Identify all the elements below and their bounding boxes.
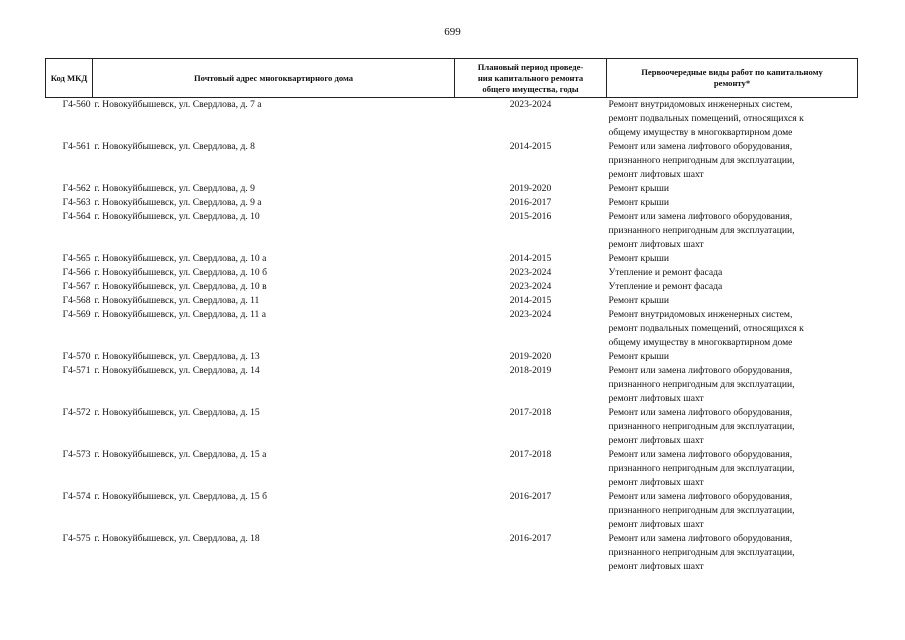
works-line: ремонт лифтовых шахт — [608, 239, 704, 250]
mkd-code-cell: Г4-560 — [62, 99, 91, 110]
works-line: Ремонт крыши — [608, 351, 669, 362]
period-cell: 2016-2017 — [509, 491, 552, 502]
works-line: ремонт лифтовых шахт — [608, 561, 704, 572]
works-line: Ремонт крыши — [608, 197, 669, 208]
works-line: признанного непригодным для эксплуатации, — [608, 421, 795, 432]
address-cell: г. Новокуйбышевск, ул. Свердлова, д. 14 — [94, 365, 260, 376]
works-cell — [607, 266, 858, 280]
works-line: Ремонт или замена лифтового оборудования, — [608, 365, 793, 376]
table-row — [46, 98, 858, 141]
table-row — [46, 350, 858, 364]
period-cell: 2014-2015 — [509, 295, 552, 306]
works-cell — [607, 406, 858, 448]
mkd-code-cell: Г4-566 — [62, 267, 91, 278]
header-period-line: Плановый период проведе- — [477, 61, 584, 72]
works-line: Ремонт или замена лифтового оборудования, — [608, 449, 793, 460]
works-cell — [607, 182, 858, 196]
works-cell — [607, 308, 858, 350]
works-line: признанного непригодным для эксплуатации, — [608, 547, 795, 558]
period-cell: 2023-2024 — [509, 267, 552, 278]
works-line: Ремонт внутридомовых инженерных систем, — [608, 309, 793, 320]
table-row — [46, 182, 858, 196]
works-line: ремонт лифтовых шахт — [608, 169, 704, 180]
table-row — [46, 490, 858, 532]
works-cell — [607, 364, 858, 406]
works-cell — [607, 280, 858, 294]
table-row — [46, 532, 858, 574]
works-line: Ремонт крыши — [608, 183, 669, 194]
table-row — [46, 308, 858, 350]
period-cell: 2023-2024 — [509, 281, 552, 292]
works-line: Ремонт или замена лифтового оборудования, — [608, 407, 793, 418]
works-cell — [607, 294, 858, 308]
address-cell: г. Новокуйбышевск, ул. Свердлова, д. 18 — [94, 533, 260, 544]
mkd-code-cell: Г4-561 — [62, 141, 91, 152]
works-line: ремонт лифтовых шахт — [608, 393, 704, 404]
period-cell: 2019-2020 — [509, 183, 552, 194]
table-row — [46, 140, 858, 182]
address-cell: г. Новокуйбышевск, ул. Свердлова, д. 10 а — [94, 253, 267, 264]
period-cell: 2014-2015 — [509, 253, 552, 264]
works-line: Утепление и ремонт фасада — [608, 281, 723, 292]
works-line: общему имуществу в многоквартирном доме — [608, 337, 793, 348]
mkd-code-cell: Г4-573 — [62, 449, 91, 460]
mkd-code-cell: Г4-567 — [62, 281, 91, 292]
period-cell: 2019-2020 — [509, 351, 552, 362]
address-cell: г. Новокуйбышевск, ул. Свердлова, д. 13 — [94, 351, 260, 362]
address-cell: г. Новокуйбышевск, ул. Свердлова, д. 9 — [94, 183, 255, 194]
address-cell: г. Новокуйбышевск, ул. Свердлова, д. 11 а — [94, 309, 267, 320]
header-works-line: Первоочередные виды работ по капитальному — [641, 67, 823, 77]
header-period — [455, 59, 607, 98]
page-number: 699 — [444, 26, 461, 38]
works-cell — [607, 532, 858, 574]
table-row — [46, 280, 858, 294]
address-cell: г. Новокуйбышевск, ул. Свердлова, д. 15 — [94, 407, 260, 418]
table-row — [46, 364, 858, 406]
works-line: Ремонт внутридомовых инженерных систем, — [608, 99, 793, 110]
period-cell: 2017-2018 — [509, 449, 552, 460]
works-line: ремонт подвальных помещений, относящихся к — [608, 113, 804, 124]
works-line: Ремонт крыши — [608, 253, 669, 264]
address-cell: г. Новокуйбышевск, ул. Свердлова, д. 15 а — [94, 449, 267, 460]
period-cell: 2018-2019 — [509, 365, 552, 376]
works-line: ремонт лифтовых шахт — [608, 435, 704, 446]
mkd-code-cell: Г4-565 — [62, 253, 91, 264]
address-cell: г. Новокуйбышевск, ул. Свердлова, д. 10 в — [94, 281, 267, 292]
works-line: Ремонт или замена лифтового оборудования, — [608, 141, 793, 152]
mkd-code-cell: Г4-563 — [62, 197, 91, 208]
period-cell: 2016-2017 — [509, 197, 552, 208]
works-line: Ремонт или замена лифтового оборудования, — [608, 211, 793, 222]
works-cell — [607, 252, 858, 266]
address-cell: г. Новокуйбышевск, ул. Свердлова, д. 9 а — [94, 197, 262, 208]
header-address: Почтовый адрес многоквартирного дома — [93, 59, 455, 98]
address-cell: г. Новокуйбышевск, ул. Свердлова, д. 7 а — [94, 99, 262, 110]
table-row — [46, 252, 858, 266]
works-line: Утепление и ремонт фасада — [608, 267, 723, 278]
mkd-code-cell: Г4-568 — [62, 295, 91, 306]
mkd-code-cell: Г4-575 — [62, 533, 91, 544]
works-line: Ремонт крыши — [608, 295, 669, 306]
works-line: признанного непригодным для эксплуатации, — [608, 155, 795, 166]
mkd-code-cell: Г4-564 — [62, 211, 91, 222]
works-line: ремонт лифтовых шахт — [608, 519, 704, 530]
works-cell — [607, 98, 858, 141]
works-cell — [607, 448, 858, 490]
works-line: ремонт подвальных помещений, относящихся к — [608, 323, 804, 334]
works-cell — [607, 140, 858, 182]
header-period-line: общего имущества, годы — [482, 83, 579, 94]
table-row — [46, 448, 858, 490]
works-cell — [607, 350, 858, 364]
address-cell: г. Новокуйбышевск, ул. Свердлова, д. 15 б — [94, 491, 267, 502]
capital-repair-table — [45, 58, 858, 574]
table-body — [46, 98, 858, 575]
address-cell: г. Новокуйбышевск, ул. Свердлова, д. 8 — [94, 141, 255, 152]
address-cell: г. Новокуйбышевск, ул. Свердлова, д. 10 б — [94, 267, 267, 278]
table-header-row — [46, 59, 858, 98]
table-row — [46, 406, 858, 448]
address-cell: г. Новокуйбышевск, ул. Свердлова, д. 10 — [94, 211, 260, 222]
works-line: ремонт лифтовых шахт — [608, 477, 704, 488]
address-cell: г. Новокуйбышевск, ул. Свердлова, д. 11 — [94, 295, 260, 306]
works-line: Ремонт или замена лифтового оборудования, — [608, 533, 793, 544]
table-row — [46, 196, 858, 210]
works-line: признанного непригодным для эксплуатации, — [608, 379, 795, 390]
header-works-line: ремонту* — [713, 78, 751, 88]
header-code: Код МКД — [46, 59, 93, 98]
period-cell: 2023-2024 — [509, 99, 552, 110]
mkd-code-cell: Г4-562 — [62, 183, 91, 194]
works-line: Ремонт или замена лифтового оборудования, — [608, 491, 793, 502]
period-cell: 2015-2016 — [509, 211, 552, 222]
header-works — [607, 59, 858, 98]
works-cell — [607, 210, 858, 252]
works-line: признанного непригодным для эксплуатации, — [608, 505, 795, 516]
header-period-line: ния капитального ремонта — [477, 72, 584, 83]
mkd-code-cell: Г4-572 — [62, 407, 91, 418]
works-line: общему имуществу в многоквартирном доме — [608, 127, 793, 138]
works-line: признанного непригодным для эксплуатации, — [608, 463, 795, 474]
period-cell: 2014-2015 — [509, 141, 552, 152]
table-row — [46, 294, 858, 308]
works-line: признанного непригодным для эксплуатации, — [608, 225, 795, 236]
period-cell: 2023-2024 — [509, 309, 552, 320]
mkd-code-cell: Г4-569 — [62, 309, 91, 320]
works-cell — [607, 196, 858, 210]
mkd-code-cell: Г4-571 — [62, 365, 91, 376]
table-row — [46, 210, 858, 252]
table-row — [46, 266, 858, 280]
mkd-code-cell: Г4-570 — [62, 351, 91, 362]
mkd-code-cell: Г4-574 — [62, 491, 91, 502]
period-cell: 2016-2017 — [509, 533, 552, 544]
works-cell — [607, 490, 858, 532]
period-cell: 2017-2018 — [509, 407, 552, 418]
